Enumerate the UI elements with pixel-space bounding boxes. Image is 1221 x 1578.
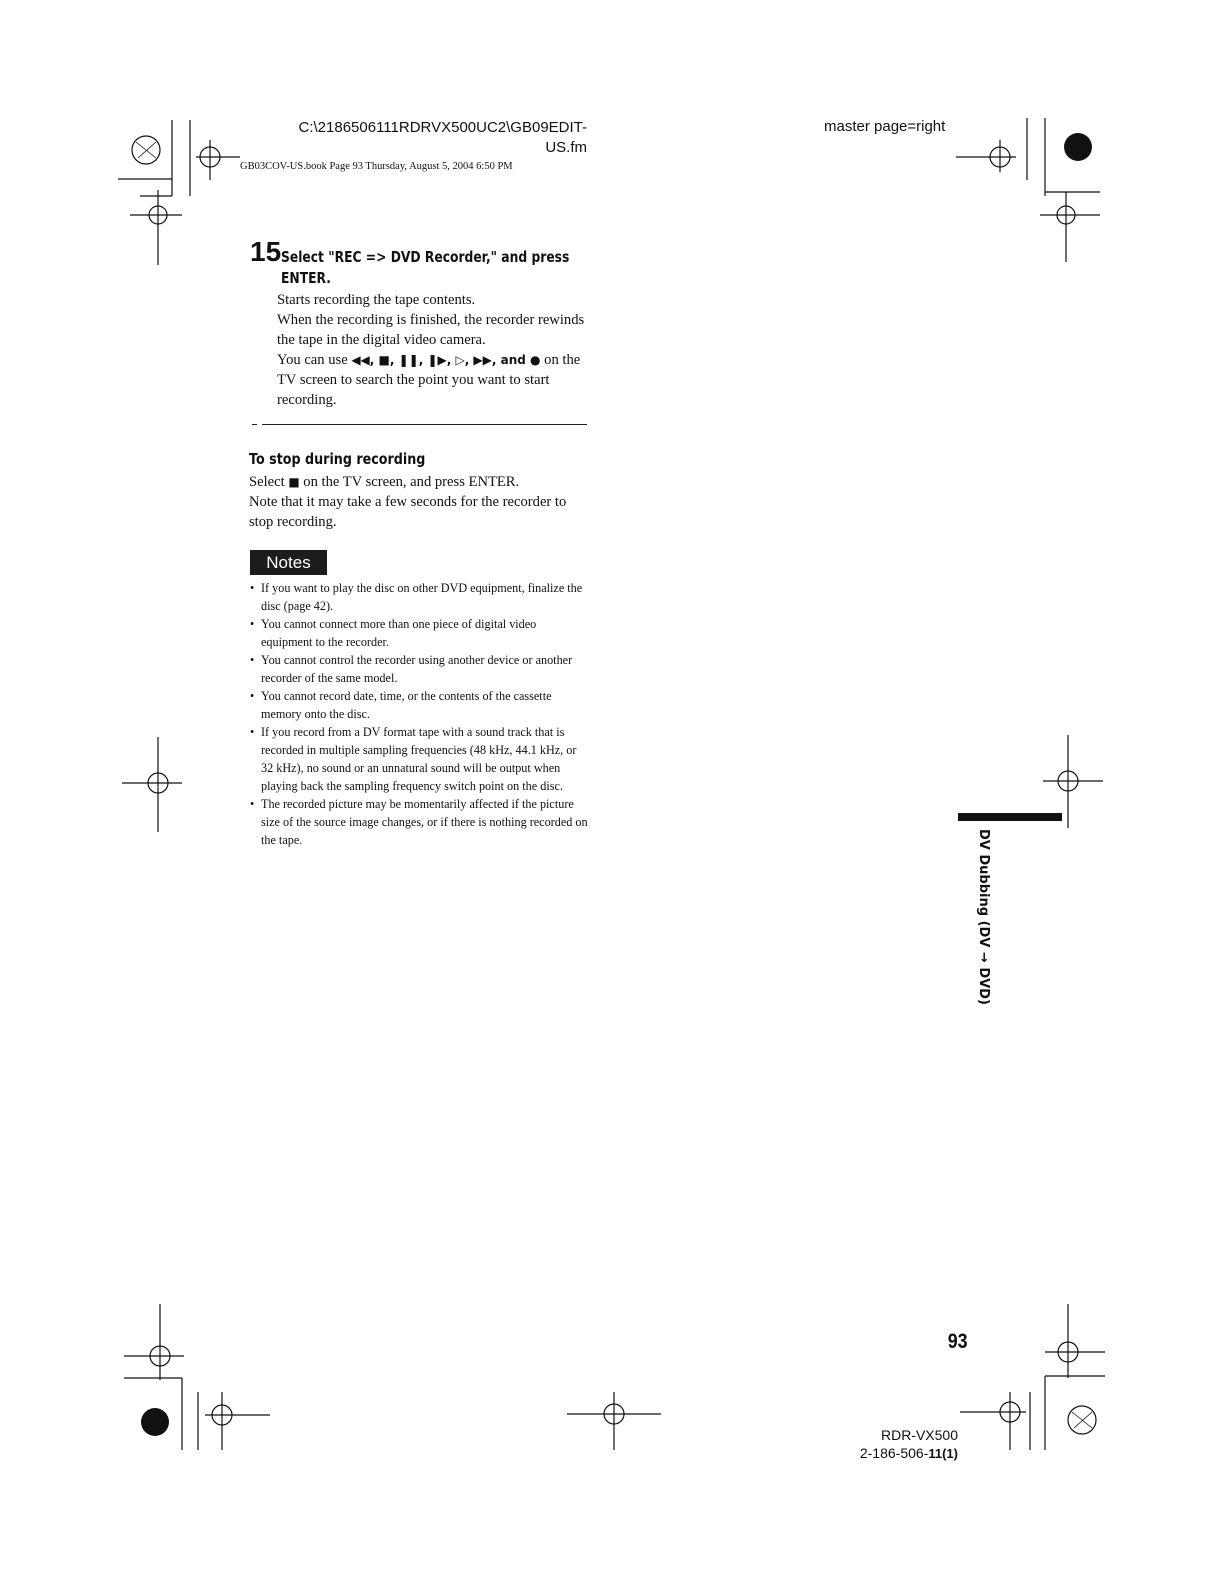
note-item: • You cannot connect more than one piece of digital video equipment to the recorder.	[250, 615, 590, 651]
step-title-line1: Select "REC => DVD Recorder," and press	[281, 248, 570, 266]
section-paragraph: Note that it may take a few seconds for the recorder to stop recording.	[249, 494, 567, 530]
page-number: 93	[947, 1330, 968, 1353]
part-code-prefix: 2-186-506-	[859, 1445, 929, 1461]
notes-badge: Notes	[250, 550, 327, 575]
notes-list	[250, 579, 590, 849]
text-run: on the TV screen, and press ENTER.	[299, 474, 520, 490]
text-run: You can use	[277, 352, 352, 368]
section-paragraph	[249, 472, 589, 492]
stop-symbol: ■	[288, 475, 300, 489]
divider	[262, 424, 587, 425]
part-code	[846, 1444, 958, 1463]
text-run: on the TV screen to search the point you want to start recording.	[277, 352, 581, 408]
file-path	[277, 118, 587, 158]
section-heading: To stop during recording	[249, 450, 426, 468]
master-page-label: master page=right	[824, 118, 946, 135]
step-title	[281, 247, 593, 289]
section-body	[249, 472, 589, 532]
book-info: GB03COV-US.book Page 93 Thursday, August 5, 2004 6:50 PM	[240, 161, 513, 172]
model-info	[846, 1426, 958, 1463]
step-body	[277, 290, 593, 410]
transport-symbols: ◀◀, ■, ❚❚, ❚▶, ▷, ▶▶, and ●	[351, 353, 541, 367]
note-item: • You cannot record date, time, or the contents of the cassette memory onto the disc.	[250, 687, 590, 723]
side-tab	[963, 829, 993, 1005]
side-tab-label: DV Dubbing (DV → DVD)	[976, 829, 991, 1005]
step-paragraph: When the recording is finished, the recorder rewinds the tape in the digital video camera.	[277, 312, 585, 348]
step-paragraph	[277, 350, 593, 410]
file-path-line1: C:\2186506111RDRVX500UC2\GB09EDIT-	[298, 119, 587, 136]
step-paragraph: Starts recording the tape contents.	[277, 292, 476, 308]
note-item: • If you record from a DV format tape with a sound track that is recorded in multiple sampling frequencies (48 kHz, 44.1 kHz, or 32 kHz), no sound or an unnatural sound will be output when playing back the sampling frequency switch point on the disc.	[250, 723, 590, 795]
note-item: • The recorded picture may be momentarily affected if the picture size of the source image changes, or if there is nothing recorded on the tape.	[250, 795, 590, 849]
part-code-suffix: 11(1)	[928, 1446, 958, 1461]
model-name: RDR-VX500	[880, 1427, 958, 1443]
note-item: • You cannot control the recorder using another device or another recorder of the same model.	[250, 651, 590, 687]
text-run: Select	[249, 474, 289, 490]
step-title-line2: ENTER.	[281, 269, 331, 287]
file-path-line2: US.fm	[545, 139, 587, 156]
divider	[252, 424, 257, 425]
note-item: • If you want to play the disc on other DVD equipment, finalize the disc (page 42).	[250, 579, 590, 615]
side-tab-bar	[958, 813, 1062, 821]
step-number: 15	[250, 236, 282, 267]
